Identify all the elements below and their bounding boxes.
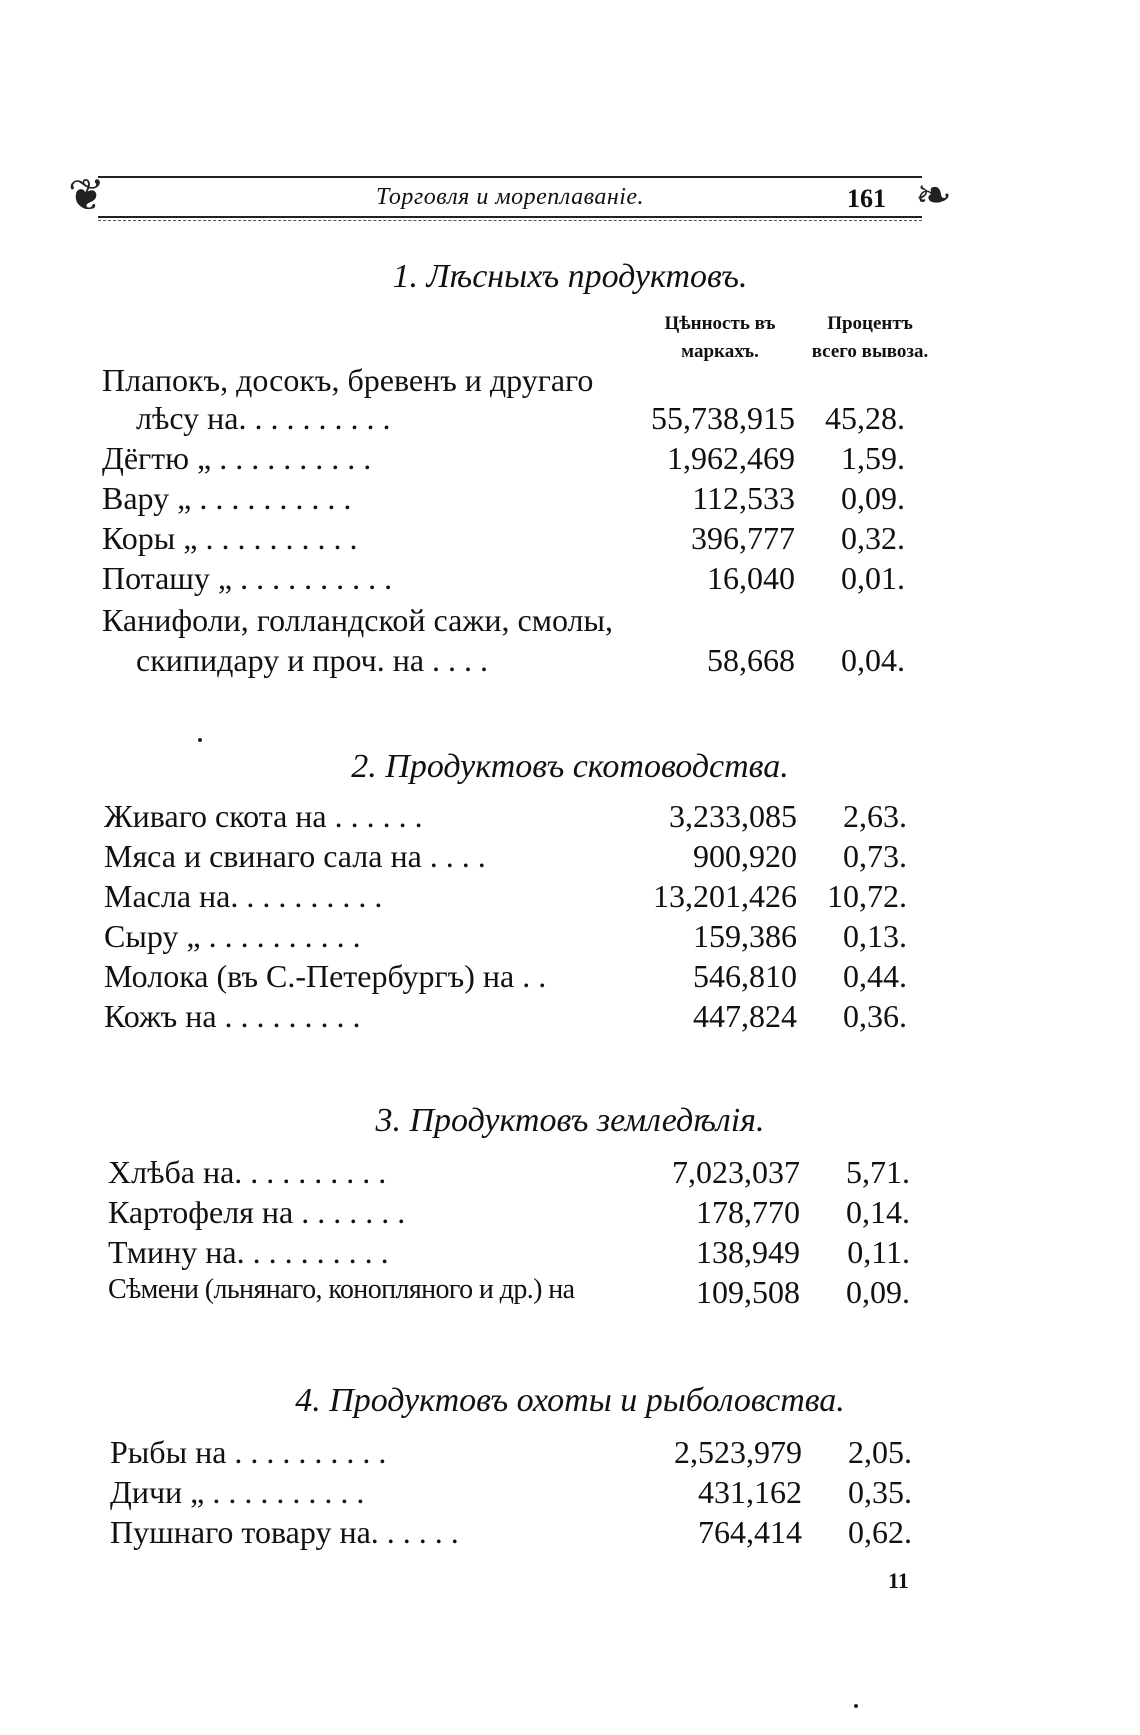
table-row [0, 400, 1140, 440]
row-value: 58,668 [707, 642, 795, 678]
row-label: Живаго скота на . . . . . . [104, 798, 423, 834]
row-label: Рыбы на . . . . . . . . . . [110, 1434, 387, 1470]
row-percent: 0,09. [841, 480, 905, 516]
row-label: Тмину на. . . . . . . . . . [108, 1234, 389, 1270]
row-value: 396,777 [691, 520, 795, 556]
row-label: Мяса и свинаго сала на . . . . [104, 838, 486, 874]
table-row [0, 520, 1140, 560]
header-rule-bottom [98, 216, 922, 218]
ornament-left-icon: ❦ [68, 170, 105, 221]
row-label: Сѣмени (льнянаго, конопляного и др.) на [108, 1274, 575, 1305]
section-title: 3. Продуктовъ земледѣлія. [375, 1102, 765, 1139]
row-label: Поташу „ . . . . . . . . . . [102, 560, 393, 596]
section-title: 1. Лѣсныхъ продуктовъ. [392, 258, 748, 295]
row-value: 138,949 [696, 1234, 800, 1270]
row-value: 447,824 [693, 998, 797, 1034]
row-percent: 45,28. [825, 400, 905, 436]
row-value: 13,201,426 [653, 878, 797, 914]
row-percent: 2,63. [843, 798, 907, 834]
row-percent: 5,71. [846, 1154, 910, 1190]
row-value: 55,738,915 [651, 400, 795, 436]
row-value: 431,162 [698, 1474, 802, 1510]
row-percent: 0,01. [841, 560, 905, 596]
row-label: Пушнаго товару на. . . . . . [110, 1514, 459, 1550]
section-title: 4. Продуктовъ охоты и рыболовства. [295, 1382, 845, 1419]
row-label: Молока (въ С.-Петербургъ) на . . [104, 958, 547, 994]
column-header-percent-line2: всего вывоза. [811, 341, 929, 362]
section-title: 2. Продуктовъ скотоводства. [351, 748, 789, 785]
header-rule-top [98, 176, 922, 178]
row-percent: 0,11. [847, 1234, 910, 1270]
row-value: 546,810 [693, 958, 797, 994]
row-label: Дёгтю „ . . . . . . . . . . [102, 440, 372, 476]
row-value: 3,233,085 [669, 798, 797, 834]
row-label-part1: Плапокъ, досокъ, бревенъ и другаго [102, 362, 594, 398]
ornament-right-icon: ❧ [915, 170, 952, 221]
table-row [0, 998, 1140, 1038]
row-value: 178,770 [696, 1194, 800, 1230]
table-row [0, 1194, 1140, 1234]
table-row [0, 1514, 1140, 1554]
row-value: 900,920 [693, 838, 797, 874]
row-percent: 0,04. [841, 642, 905, 678]
row-label: Сыру „ . . . . . . . . . . [104, 918, 361, 954]
table-row [0, 918, 1140, 958]
row-value: 159,386 [693, 918, 797, 954]
row-percent: 2,05. [848, 1434, 912, 1470]
column-header-value [635, 310, 805, 366]
column-header-value-line1: Цѣнность въ [664, 313, 776, 334]
table-row [0, 958, 1140, 998]
row-label-part1: Канифоли, голландской сажи, смолы, [102, 602, 614, 638]
table-row [0, 878, 1140, 918]
row-value: 109,508 [696, 1274, 800, 1310]
column-header-percent [790, 310, 950, 366]
row-percent: 0,73. [843, 838, 907, 874]
row-label: Хлѣба на. . . . . . . . . . [108, 1154, 387, 1190]
row-label: Масла на. . . . . . . . . . [104, 878, 383, 914]
running-title: Торговля и мореплаваніе. [375, 184, 645, 210]
row-label: скипидару и проч. на . . . . [136, 642, 489, 678]
page-header [68, 162, 952, 228]
row-percent: 1,59. [841, 440, 905, 476]
sheet-signature: 11 [888, 1568, 909, 1593]
table-row [0, 1434, 1140, 1474]
table-row [0, 560, 1140, 600]
row-percent: 0,36. [843, 998, 907, 1034]
row-label: Коры „ . . . . . . . . . . [102, 520, 358, 556]
header-rule-bottom-dashed [98, 220, 922, 221]
row-value: 112,533 [692, 480, 795, 516]
row-label: Кожъ на . . . . . . . . . [104, 998, 361, 1034]
column-header-value-line2: маркахъ. [681, 341, 759, 362]
table-row [0, 1234, 1140, 1274]
page-number: 161 [847, 184, 886, 213]
print-speck [854, 1704, 858, 1708]
table-row [0, 642, 1140, 682]
row-percent: 0,09. [846, 1274, 910, 1310]
row-percent: 0,62. [848, 1514, 912, 1550]
row-percent: 0,35. [848, 1474, 912, 1510]
row-value: 764,414 [698, 1514, 802, 1550]
row-value: 1,962,469 [667, 440, 795, 476]
row-percent: 0,13. [843, 918, 907, 954]
row-value: 7,023,037 [672, 1154, 800, 1190]
table-row [0, 480, 1140, 520]
table-row [0, 1474, 1140, 1514]
table-row [0, 838, 1140, 878]
row-label: Вару „ . . . . . . . . . . [102, 480, 352, 516]
row-value: 16,040 [707, 560, 795, 596]
row-percent: 0,32. [841, 520, 905, 556]
row-value: 2,523,979 [674, 1434, 802, 1470]
row-percent: 10,72. [827, 878, 907, 914]
column-header-percent-line1: Процентъ [827, 313, 913, 334]
print-speck [198, 738, 202, 742]
row-label: лѣсу на. . . . . . . . . . [136, 400, 391, 436]
table-row [0, 440, 1140, 480]
row-percent: 0,44. [843, 958, 907, 994]
row-label: Картофеля на . . . . . . . [108, 1194, 406, 1230]
table-row [0, 798, 1140, 838]
row-label: Дичи „ . . . . . . . . . . [110, 1474, 365, 1510]
table-row [0, 1274, 1140, 1314]
row-percent: 0,14. [846, 1194, 910, 1230]
table-row [0, 1154, 1140, 1194]
